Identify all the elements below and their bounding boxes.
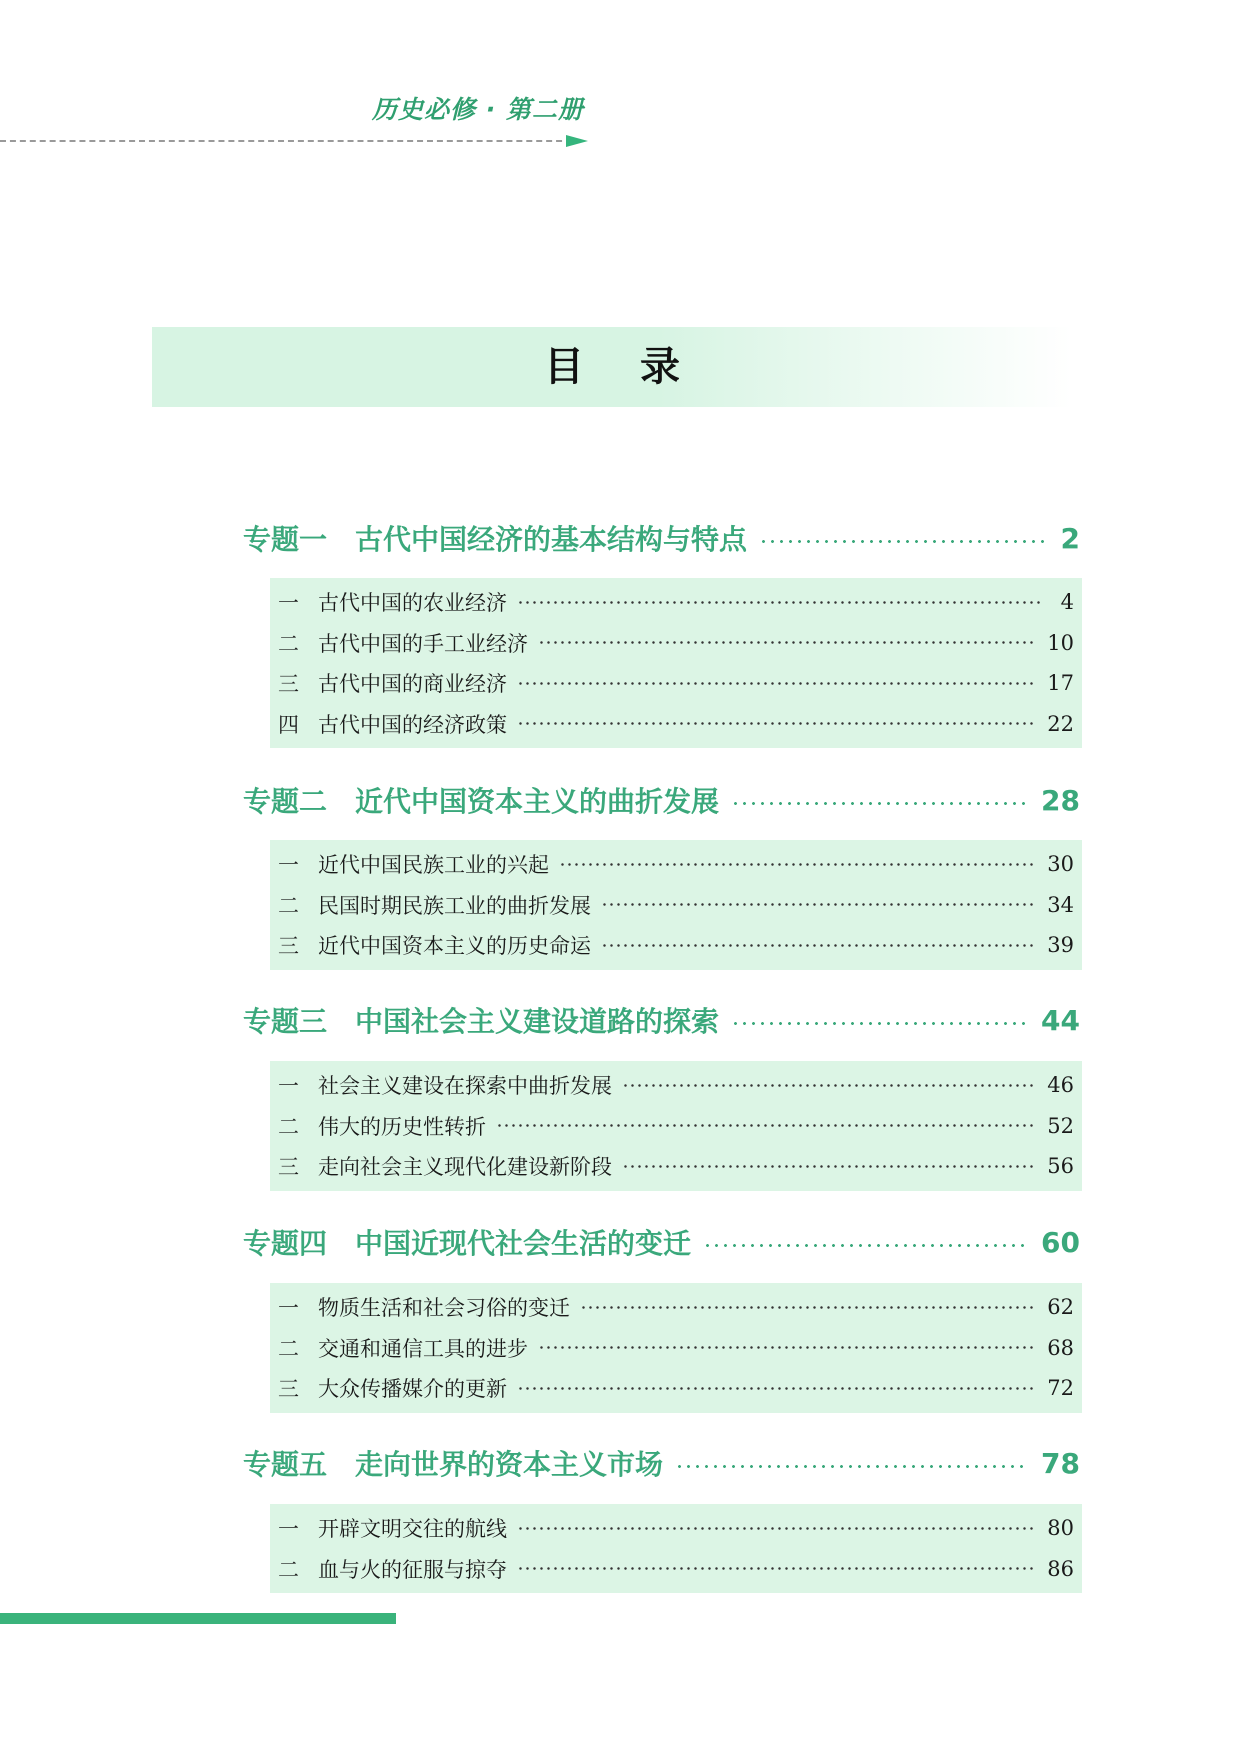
leader-dots [622, 1083, 1037, 1088]
section-title: 社会主义建设在探索中曲折发展 [318, 1074, 612, 1099]
leader-dots [517, 1526, 1037, 1531]
leader-dots [517, 1386, 1037, 1391]
toc-section-item[interactable] [278, 1287, 1074, 1328]
section-number: 一 [278, 853, 299, 878]
toc-section-item[interactable] [278, 704, 1074, 745]
section-title: 古代中国的农业经济 [318, 591, 507, 616]
toc-title-band [152, 327, 1072, 407]
section-title: 近代中国民族工业的兴起 [318, 853, 549, 878]
section-page: 46 [1047, 1073, 1074, 1098]
section-list [270, 840, 1082, 970]
section-number: 一 [278, 1517, 299, 1542]
section-title: 大众传播媒介的更新 [318, 1377, 507, 1402]
toc-title: 目录 [544, 344, 736, 390]
section-number: 二 [278, 1336, 299, 1361]
chapter-title: 古代中国经济的基本结构与特点 [355, 523, 748, 556]
footer-accent-bar [0, 1613, 396, 1624]
section-page: 56 [1047, 1154, 1074, 1179]
section-number: 三 [278, 1377, 299, 1402]
toc-section-item[interactable] [278, 885, 1074, 926]
header-dashed-rule [0, 140, 572, 142]
section-number: 一 [278, 1074, 299, 1099]
chapter-5[interactable] [243, 1443, 1080, 1483]
chapter-page: 44 [1041, 1003, 1080, 1037]
section-title: 伟大的历史性转折 [318, 1114, 486, 1139]
leader-dots [517, 681, 1037, 686]
section-page: 22 [1047, 711, 1074, 736]
toc-section-item[interactable] [278, 1549, 1074, 1590]
section-number: 四 [278, 712, 299, 737]
section-page: 86 [1047, 1556, 1074, 1581]
chapter-1[interactable] [243, 518, 1080, 558]
section-page: 72 [1047, 1376, 1074, 1401]
toc-section-item[interactable] [278, 1508, 1074, 1549]
leader-dots [538, 1345, 1037, 1350]
toc-section-item[interactable] [278, 623, 1074, 664]
toc-section-item[interactable] [278, 1368, 1074, 1409]
leader-dots [703, 1243, 1029, 1248]
book-title: 历史必修 · 第二册 [372, 95, 584, 124]
leader-dots [538, 640, 1037, 645]
section-list [270, 578, 1082, 748]
section-number: 二 [278, 1114, 299, 1139]
section-title: 开辟文明交往的航线 [318, 1517, 507, 1542]
section-title: 古代中国的手工业经济 [318, 631, 528, 656]
chapter-4[interactable] [243, 1222, 1080, 1262]
leader-dots [601, 943, 1037, 948]
section-page: 62 [1047, 1295, 1074, 1320]
chapter-title: 近代中国资本主义的曲折发展 [355, 785, 720, 818]
chapter-number: 专题二 [243, 785, 328, 818]
section-number: 二 [278, 631, 299, 656]
section-title: 近代中国资本主义的历史命运 [318, 934, 591, 959]
section-title: 物质生活和社会习俗的变迁 [318, 1296, 570, 1321]
leader-dots [601, 902, 1037, 907]
section-list [270, 1504, 1082, 1593]
chapter-3[interactable] [243, 1000, 1080, 1040]
chapter-number: 专题四 [243, 1227, 328, 1260]
toc-section-item[interactable] [278, 1106, 1074, 1147]
leader-dots [759, 539, 1048, 544]
toc-section-item[interactable] [278, 1146, 1074, 1187]
section-number: 三 [278, 934, 299, 959]
chapter-number: 专题三 [243, 1005, 328, 1038]
section-number: 一 [278, 1296, 299, 1321]
chapter-title: 中国社会主义建设道路的探索 [355, 1005, 720, 1038]
toc-section-item[interactable] [278, 925, 1074, 966]
chapter-number: 专题五 [243, 1448, 328, 1481]
chapter-title: 走向世界的资本主义市场 [355, 1448, 664, 1481]
chapter-page: 78 [1041, 1446, 1080, 1480]
chapter-page: 2 [1060, 521, 1080, 555]
leader-dots [580, 1305, 1037, 1310]
toc-section-item[interactable] [278, 1328, 1074, 1369]
section-list [270, 1283, 1082, 1413]
section-title: 走向社会主义现代化建设新阶段 [318, 1155, 612, 1180]
section-number: 二 [278, 1557, 299, 1582]
leader-dots [622, 1164, 1037, 1169]
chapter-number: 专题一 [243, 523, 328, 556]
section-title: 民国时期民族工业的曲折发展 [318, 893, 591, 918]
leader-dots [517, 600, 1042, 605]
section-title: 古代中国的经济政策 [318, 712, 507, 737]
section-title: 古代中国的商业经济 [318, 672, 507, 697]
chapter-2[interactable] [243, 780, 1080, 820]
section-page: 30 [1047, 852, 1074, 877]
arrow-right-icon [566, 135, 588, 147]
section-page: 17 [1047, 671, 1074, 696]
section-title: 血与火的征服与掠夺 [318, 1557, 507, 1582]
section-number: 一 [278, 591, 299, 616]
leader-dots [496, 1123, 1037, 1128]
leader-dots [517, 1566, 1037, 1571]
leader-dots [517, 721, 1037, 726]
toc-section-item[interactable] [278, 844, 1074, 885]
leader-dots [559, 862, 1037, 867]
chapter-page: 60 [1041, 1225, 1080, 1259]
toc-section-item[interactable] [278, 663, 1074, 704]
leader-dots [731, 801, 1029, 806]
section-page: 39 [1047, 933, 1074, 958]
chapter-title: 中国近现代社会生活的变迁 [355, 1227, 692, 1260]
section-number: 三 [278, 672, 299, 697]
section-page: 68 [1047, 1335, 1074, 1360]
section-page: 4 [1060, 590, 1074, 615]
section-list [270, 1061, 1082, 1191]
section-number: 二 [278, 893, 299, 918]
chapter-page: 28 [1041, 783, 1080, 817]
section-page: 34 [1047, 892, 1074, 917]
toc-section-item[interactable] [278, 1065, 1074, 1106]
leader-dots [731, 1021, 1029, 1026]
leader-dots [675, 1464, 1029, 1469]
section-page: 80 [1047, 1516, 1074, 1541]
section-number: 三 [278, 1155, 299, 1180]
section-title: 交通和通信工具的进步 [318, 1336, 528, 1361]
section-page: 52 [1047, 1113, 1074, 1138]
section-page: 10 [1047, 630, 1074, 655]
toc-section-item[interactable] [278, 582, 1074, 623]
